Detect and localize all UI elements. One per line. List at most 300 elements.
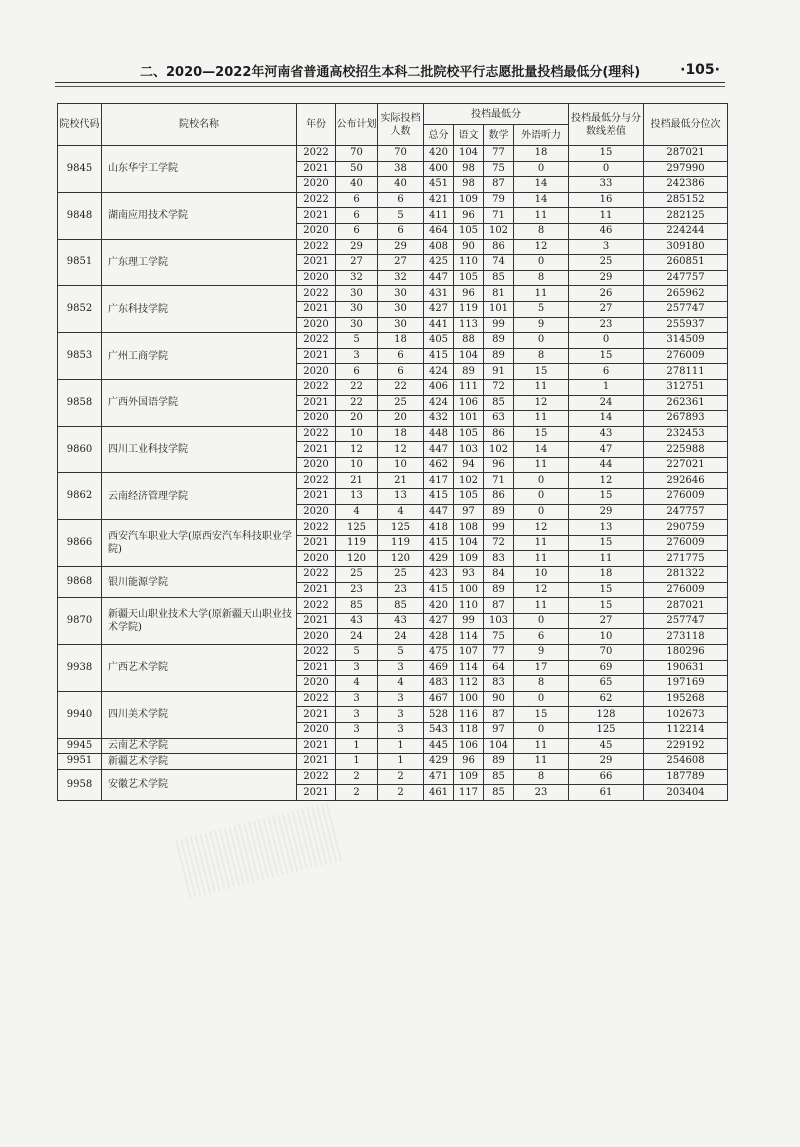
listening-cell: 14: [514, 177, 569, 193]
math-cell: 90: [484, 691, 514, 707]
school-code: 9848: [58, 192, 102, 239]
math-cell: 72: [484, 535, 514, 551]
math-cell: 89: [484, 333, 514, 349]
year-cell: 2022: [297, 333, 336, 349]
chinese-cell: 113: [454, 317, 484, 333]
math-cell: 85: [484, 769, 514, 785]
total-score-cell: 448: [424, 426, 454, 442]
school-code: 9940: [58, 691, 102, 738]
math-cell: 104: [484, 738, 514, 754]
math-cell: 87: [484, 707, 514, 723]
rank-cell: 290759: [644, 520, 728, 536]
total-score-cell: 447: [424, 270, 454, 286]
school-code: 9866: [58, 520, 102, 567]
plan-cell: 6: [336, 223, 378, 239]
total-score-cell: 415: [424, 582, 454, 598]
table-row: [58, 473, 728, 489]
total-score-cell: 405: [424, 333, 454, 349]
chinese-cell: 96: [454, 208, 484, 224]
total-score-cell: 428: [424, 629, 454, 645]
chinese-cell: 98: [454, 161, 484, 177]
year-cell: 2021: [297, 489, 336, 505]
actual-cell: 6: [378, 223, 424, 239]
table-row: [58, 333, 728, 349]
plan-cell: 40: [336, 177, 378, 193]
table-body: [58, 146, 728, 801]
listening-cell: 8: [514, 270, 569, 286]
listening-cell: 8: [514, 223, 569, 239]
rank-cell: 271775: [644, 551, 728, 567]
plan-cell: 70: [336, 146, 378, 162]
rank-cell: 255937: [644, 317, 728, 333]
listening-cell: 8: [514, 676, 569, 692]
chinese-cell: 88: [454, 333, 484, 349]
actual-cell: 3: [378, 722, 424, 738]
chinese-cell: 100: [454, 691, 484, 707]
chinese-cell: 112: [454, 676, 484, 692]
year-cell: 2020: [297, 177, 336, 193]
listening-cell: 12: [514, 395, 569, 411]
math-cell: 101: [484, 301, 514, 317]
total-score-cell: 424: [424, 395, 454, 411]
diff-cell: 15: [569, 598, 644, 614]
rank-cell: 273118: [644, 629, 728, 645]
rank-cell: 276009: [644, 535, 728, 551]
math-cell: 75: [484, 629, 514, 645]
year-cell: 2022: [297, 426, 336, 442]
actual-cell: 20: [378, 411, 424, 427]
total-score-cell: 543: [424, 722, 454, 738]
total-score-cell: 427: [424, 301, 454, 317]
chinese-cell: 109: [454, 551, 484, 567]
year-cell: 2020: [297, 676, 336, 692]
chinese-cell: 98: [454, 177, 484, 193]
diff-cell: 128: [569, 707, 644, 723]
school-name: 四川工业科技学院: [102, 426, 297, 473]
listening-cell: 11: [514, 379, 569, 395]
actual-cell: 6: [378, 192, 424, 208]
plan-cell: 10: [336, 426, 378, 442]
actual-cell: 5: [378, 645, 424, 661]
plan-cell: 30: [336, 301, 378, 317]
total-score-cell: 464: [424, 223, 454, 239]
school-name: 广西艺术学院: [102, 645, 297, 692]
plan-cell: 120: [336, 551, 378, 567]
total-score-cell: 475: [424, 645, 454, 661]
year-cell: 2021: [297, 301, 336, 317]
listening-cell: 11: [514, 754, 569, 770]
math-cell: 86: [484, 239, 514, 255]
math-cell: 72: [484, 379, 514, 395]
chinese-cell: 100: [454, 582, 484, 598]
chinese-cell: 103: [454, 442, 484, 458]
year-cell: 2021: [297, 785, 336, 801]
school-code: 9852: [58, 286, 102, 333]
actual-cell: 6: [378, 364, 424, 380]
listening-cell: 11: [514, 286, 569, 302]
plan-cell: 29: [336, 239, 378, 255]
math-cell: 87: [484, 177, 514, 193]
total-score-cell: 451: [424, 177, 454, 193]
plan-cell: 5: [336, 333, 378, 349]
chinese-cell: 118: [454, 722, 484, 738]
plan-cell: 12: [336, 442, 378, 458]
header-code: 院校代码: [58, 104, 102, 146]
math-cell: 71: [484, 208, 514, 224]
page-number: ·105·: [680, 62, 720, 78]
rank-cell: 297990: [644, 161, 728, 177]
math-cell: 84: [484, 567, 514, 583]
chinese-cell: 105: [454, 223, 484, 239]
math-cell: 83: [484, 551, 514, 567]
diff-cell: 6: [569, 364, 644, 380]
rank-cell: 312751: [644, 379, 728, 395]
year-cell: 2021: [297, 754, 336, 770]
math-cell: 102: [484, 442, 514, 458]
diff-cell: 15: [569, 582, 644, 598]
total-score-cell: 447: [424, 504, 454, 520]
year-cell: 2022: [297, 379, 336, 395]
school-code: 9870: [58, 598, 102, 645]
rank-cell: 276009: [644, 348, 728, 364]
actual-cell: 32: [378, 270, 424, 286]
actual-cell: 30: [378, 286, 424, 302]
school-name: 新疆艺术学院: [102, 754, 297, 770]
actual-cell: 40: [378, 177, 424, 193]
school-code: 9860: [58, 426, 102, 473]
listening-cell: 14: [514, 442, 569, 458]
total-score-cell: 447: [424, 442, 454, 458]
plan-cell: 24: [336, 629, 378, 645]
total-score-cell: 427: [424, 613, 454, 629]
diff-cell: 11: [569, 208, 644, 224]
plan-cell: 2: [336, 785, 378, 801]
math-cell: 89: [484, 582, 514, 598]
plan-cell: 43: [336, 613, 378, 629]
total-score-cell: 415: [424, 489, 454, 505]
listening-cell: 0: [514, 255, 569, 271]
math-cell: 87: [484, 598, 514, 614]
plan-cell: 30: [336, 286, 378, 302]
total-score-cell: 429: [424, 754, 454, 770]
school-name: 湖南应用技术学院: [102, 192, 297, 239]
listening-cell: 0: [514, 161, 569, 177]
math-cell: 91: [484, 364, 514, 380]
rank-cell: 197169: [644, 676, 728, 692]
chinese-cell: 114: [454, 629, 484, 645]
total-score-cell: 429: [424, 551, 454, 567]
year-cell: 2020: [297, 457, 336, 473]
diff-cell: 45: [569, 738, 644, 754]
rank-cell: 190631: [644, 660, 728, 676]
actual-cell: 3: [378, 691, 424, 707]
plan-cell: 23: [336, 582, 378, 598]
rank-cell: 203404: [644, 785, 728, 801]
table-row: [58, 379, 728, 395]
diff-cell: 0: [569, 333, 644, 349]
rank-cell: 229192: [644, 738, 728, 754]
rank-cell: 257747: [644, 301, 728, 317]
rank-cell: 265962: [644, 286, 728, 302]
school-code: 9938: [58, 645, 102, 692]
listening-cell: 11: [514, 411, 569, 427]
diff-cell: 14: [569, 411, 644, 427]
school-code: 9858: [58, 379, 102, 426]
year-cell: 2021: [297, 613, 336, 629]
actual-cell: 120: [378, 551, 424, 567]
math-cell: 77: [484, 645, 514, 661]
listening-cell: 5: [514, 301, 569, 317]
table-row: [58, 520, 728, 536]
plan-cell: 27: [336, 255, 378, 271]
chinese-cell: 104: [454, 146, 484, 162]
chinese-cell: 110: [454, 598, 484, 614]
total-score-cell: 418: [424, 520, 454, 536]
total-score-cell: 461: [424, 785, 454, 801]
year-cell: 2022: [297, 598, 336, 614]
listening-cell: 12: [514, 239, 569, 255]
total-score-cell: 408: [424, 239, 454, 255]
rank-cell: 287021: [644, 598, 728, 614]
year-cell: 2021: [297, 348, 336, 364]
school-code: 9945: [58, 738, 102, 754]
math-cell: 75: [484, 161, 514, 177]
total-score-cell: 415: [424, 535, 454, 551]
actual-cell: 18: [378, 426, 424, 442]
school-code: 9862: [58, 473, 102, 520]
year-cell: 2020: [297, 722, 336, 738]
listening-cell: 11: [514, 738, 569, 754]
chinese-cell: 93: [454, 567, 484, 583]
chinese-cell: 89: [454, 364, 484, 380]
actual-cell: 3: [378, 707, 424, 723]
school-name: 广东科技学院: [102, 286, 297, 333]
math-cell: 74: [484, 255, 514, 271]
total-score-cell: 528: [424, 707, 454, 723]
actual-cell: 18: [378, 333, 424, 349]
actual-cell: 29: [378, 239, 424, 255]
rank-cell: 276009: [644, 489, 728, 505]
plan-cell: 21: [336, 473, 378, 489]
year-cell: 2022: [297, 239, 336, 255]
chinese-cell: 105: [454, 489, 484, 505]
actual-cell: 23: [378, 582, 424, 598]
rank-cell: 254608: [644, 754, 728, 770]
plan-cell: 6: [336, 192, 378, 208]
total-score-cell: 423: [424, 567, 454, 583]
diff-cell: 12: [569, 473, 644, 489]
diff-cell: 62: [569, 691, 644, 707]
diff-cell: 43: [569, 426, 644, 442]
year-cell: 2022: [297, 645, 336, 661]
school-code: 9851: [58, 239, 102, 286]
admission-score-table: [57, 103, 728, 801]
year-cell: 2022: [297, 192, 336, 208]
total-score-cell: 415: [424, 348, 454, 364]
total-score-cell: 462: [424, 457, 454, 473]
chinese-cell: 108: [454, 520, 484, 536]
actual-cell: 6: [378, 348, 424, 364]
listening-cell: 18: [514, 146, 569, 162]
listening-cell: 0: [514, 691, 569, 707]
math-cell: 99: [484, 317, 514, 333]
math-cell: 63: [484, 411, 514, 427]
total-score-cell: 469: [424, 660, 454, 676]
school-name: 山东华宇工学院: [102, 146, 297, 193]
diff-cell: 65: [569, 676, 644, 692]
year-cell: 2022: [297, 520, 336, 536]
diff-cell: 0: [569, 161, 644, 177]
total-score-cell: 425: [424, 255, 454, 271]
plan-cell: 85: [336, 598, 378, 614]
diff-cell: 70: [569, 645, 644, 661]
year-cell: 2020: [297, 411, 336, 427]
diff-cell: 69: [569, 660, 644, 676]
rank-cell: 260851: [644, 255, 728, 271]
year-cell: 2020: [297, 270, 336, 286]
math-cell: 103: [484, 613, 514, 629]
plan-cell: 32: [336, 270, 378, 286]
listening-cell: 15: [514, 707, 569, 723]
table-row: [58, 426, 728, 442]
actual-cell: 5: [378, 208, 424, 224]
chinese-cell: 114: [454, 660, 484, 676]
chinese-cell: 105: [454, 270, 484, 286]
table-row: [58, 286, 728, 302]
diff-cell: 26: [569, 286, 644, 302]
listening-cell: 9: [514, 317, 569, 333]
school-name: 西安汽车职业大学(原西安汽车科技职业学院): [102, 520, 297, 567]
math-cell: 85: [484, 270, 514, 286]
diff-cell: 29: [569, 754, 644, 770]
table-row: [58, 769, 728, 785]
diff-cell: 27: [569, 613, 644, 629]
listening-cell: 0: [514, 504, 569, 520]
rank-cell: 247757: [644, 270, 728, 286]
total-score-cell: 400: [424, 161, 454, 177]
rank-cell: 224244: [644, 223, 728, 239]
diff-cell: 15: [569, 489, 644, 505]
chinese-cell: 111: [454, 379, 484, 395]
diff-cell: 15: [569, 535, 644, 551]
chinese-cell: 116: [454, 707, 484, 723]
math-cell: 85: [484, 395, 514, 411]
year-cell: 2021: [297, 535, 336, 551]
school-name: 广西外国语学院: [102, 379, 297, 426]
header-diff: 投档最低分与分数线差值: [569, 104, 644, 146]
actual-cell: 125: [378, 520, 424, 536]
actual-cell: 2: [378, 769, 424, 785]
school-name: 四川美术学院: [102, 691, 297, 738]
header-chinese: 语文: [454, 125, 484, 146]
table-row: [58, 567, 728, 583]
chinese-cell: 99: [454, 613, 484, 629]
total-score-cell: 483: [424, 676, 454, 692]
plan-cell: 3: [336, 691, 378, 707]
actual-cell: 3: [378, 660, 424, 676]
diff-cell: 10: [569, 629, 644, 645]
school-code: 9845: [58, 146, 102, 193]
chinese-cell: 109: [454, 192, 484, 208]
total-score-cell: 431: [424, 286, 454, 302]
rank-cell: 247757: [644, 504, 728, 520]
rank-cell: 195268: [644, 691, 728, 707]
diff-cell: 29: [569, 504, 644, 520]
year-cell: 2021: [297, 395, 336, 411]
chinese-cell: 109: [454, 769, 484, 785]
listening-cell: 17: [514, 660, 569, 676]
plan-cell: 6: [336, 364, 378, 380]
total-score-cell: 421: [424, 192, 454, 208]
year-cell: 2022: [297, 769, 336, 785]
header-name: 院校名称: [102, 104, 297, 146]
plan-cell: 3: [336, 660, 378, 676]
rank-cell: 225988: [644, 442, 728, 458]
actual-cell: 22: [378, 379, 424, 395]
plan-cell: 1: [336, 738, 378, 754]
rank-cell: 232453: [644, 426, 728, 442]
listening-cell: 8: [514, 348, 569, 364]
diff-cell: 29: [569, 270, 644, 286]
actual-cell: 4: [378, 676, 424, 692]
chinese-cell: 104: [454, 348, 484, 364]
actual-cell: 38: [378, 161, 424, 177]
plan-cell: 13: [336, 489, 378, 505]
chinese-cell: 96: [454, 286, 484, 302]
header-listening: 外语听力: [514, 125, 569, 146]
header-rule-thin: [55, 86, 725, 87]
chinese-cell: 106: [454, 738, 484, 754]
listening-cell: 12: [514, 520, 569, 536]
actual-cell: 2: [378, 785, 424, 801]
listening-cell: 11: [514, 208, 569, 224]
diff-cell: 18: [569, 567, 644, 583]
table-row: [58, 645, 728, 661]
chinese-cell: 107: [454, 645, 484, 661]
total-score-cell: 424: [424, 364, 454, 380]
chinese-cell: 101: [454, 411, 484, 427]
diff-cell: 125: [569, 722, 644, 738]
year-cell: 2022: [297, 691, 336, 707]
rank-cell: 282125: [644, 208, 728, 224]
school-name: 新疆天山职业技术大学(原新疆天山职业技术学院): [102, 598, 297, 645]
actual-cell: 85: [378, 598, 424, 614]
plan-cell: 4: [336, 676, 378, 692]
school-code: 9958: [58, 769, 102, 800]
chinese-cell: 90: [454, 239, 484, 255]
header-rank: 投档最低分位次: [644, 104, 728, 146]
chinese-cell: 119: [454, 301, 484, 317]
plan-cell: 25: [336, 567, 378, 583]
math-cell: 96: [484, 457, 514, 473]
listening-cell: 12: [514, 582, 569, 598]
diff-cell: 27: [569, 301, 644, 317]
year-cell: 2022: [297, 146, 336, 162]
actual-cell: 30: [378, 317, 424, 333]
diff-cell: 61: [569, 785, 644, 801]
plan-cell: 119: [336, 535, 378, 551]
math-cell: 79: [484, 192, 514, 208]
listening-cell: 14: [514, 192, 569, 208]
year-cell: 2021: [297, 660, 336, 676]
plan-cell: 3: [336, 707, 378, 723]
listening-cell: 23: [514, 785, 569, 801]
chinese-cell: 110: [454, 255, 484, 271]
total-score-cell: 471: [424, 769, 454, 785]
table-row: [58, 192, 728, 208]
table-row: [58, 738, 728, 754]
actual-cell: 12: [378, 442, 424, 458]
